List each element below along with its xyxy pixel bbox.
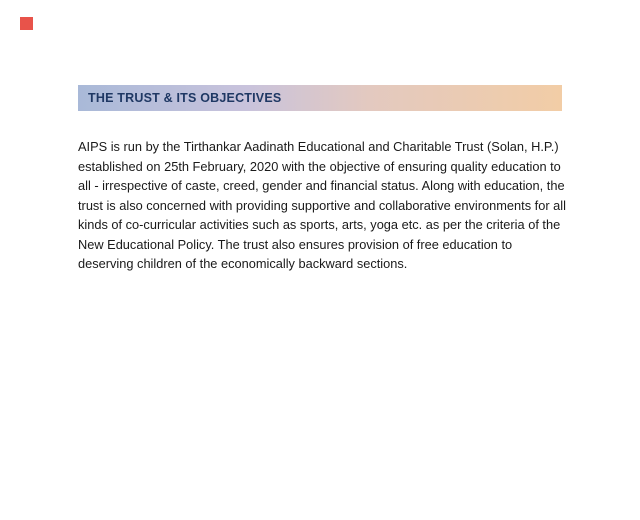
section-header-banner [78, 85, 562, 111]
trust-description-paragraph: AIPS is run by the Tirthankar Aadinath Educational and Charitable Trust (Solan, H.P.) established on 25th February, 2020 with the objective of ensuring quality education to all - irrespective of caste, creed, gender and financial status. Along with education, the trust is also concerned with providing supportive and collaborative environments for all kinds of co-curricular activities such as sports, arts, yoga etc. as per the criteria of the New Educational Policy. The trust also ensures provision of free education to deserving children of the economically backward sections. [78, 139, 566, 271]
decorative-red-square [20, 17, 33, 30]
section-title: THE TRUST & ITS OBJECTIVES [88, 91, 282, 105]
